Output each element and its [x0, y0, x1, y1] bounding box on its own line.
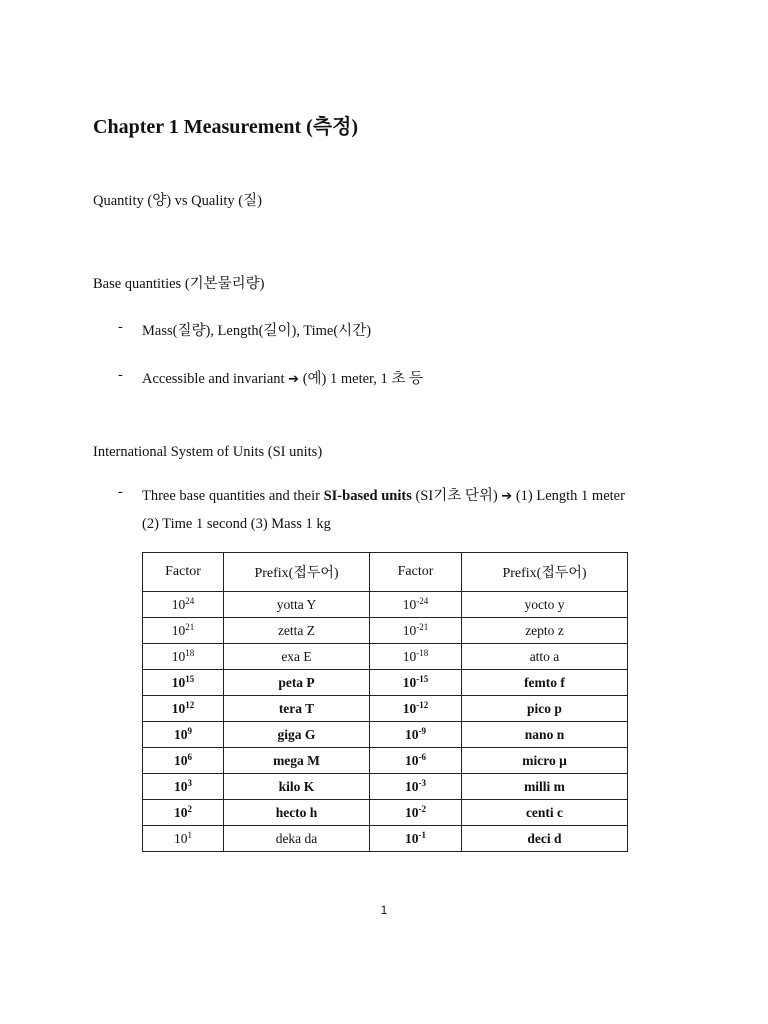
factor-base: 10	[171, 596, 186, 612]
table-header-row	[143, 553, 628, 592]
factor-cell	[143, 722, 224, 748]
factor-exponent: 6	[187, 751, 192, 762]
factor-base: 10	[171, 648, 186, 664]
table-row	[143, 826, 628, 852]
factor-exponent: 9	[187, 725, 192, 736]
factor-base: 10	[405, 830, 419, 846]
arrow-right-icon: ➔	[501, 489, 513, 504]
table-row	[143, 618, 628, 644]
table-row	[143, 670, 628, 696]
factor-exponent: 2	[187, 803, 192, 814]
factor-exponent: -9	[418, 725, 426, 736]
prefix-cell: tera T	[224, 696, 370, 722]
factor-cell	[370, 774, 462, 800]
base-quantities-list: Mass(질량), Length(길이), Time(시간)	[142, 323, 372, 339]
prefix-cell: micro μ	[462, 748, 628, 774]
factor-base: 10	[402, 700, 417, 716]
column-header-prefix: Prefix(접두어)	[462, 553, 628, 592]
factor-cell	[143, 618, 224, 644]
table-row	[143, 748, 628, 774]
table-row	[143, 774, 628, 800]
prefix-cell: nano n	[462, 722, 628, 748]
prefix-cell: yotta Y	[224, 592, 370, 618]
factor-base: 10	[402, 648, 417, 664]
prefix-cell: hecto h	[224, 800, 370, 826]
factor-base: 10	[174, 752, 188, 768]
column-header-prefix: Prefix(접두어)	[224, 553, 370, 592]
prefix-cell: deka da	[224, 826, 370, 852]
prefix-cell: exa E	[224, 644, 370, 670]
factor-base: 10	[171, 674, 186, 690]
factor-exponent: 24	[185, 595, 195, 606]
prefix-cell: atto a	[462, 644, 628, 670]
factor-base: 10	[402, 622, 417, 638]
base-quantities-heading: Base quantities (기본물리량)	[93, 276, 265, 292]
length-unit: (1) Length 1 meter	[515, 488, 625, 504]
column-header-factor: Factor	[370, 553, 462, 592]
prefix-cell: milli m	[462, 774, 628, 800]
dash-bullet-icon: -	[118, 367, 123, 383]
factor-exponent: -24	[416, 595, 429, 606]
prefix-cell: centi c	[462, 800, 628, 826]
dash-bullet-icon: -	[118, 319, 123, 335]
si-base-units-continuation: (2) Time 1 second (3) Mass 1 kg	[142, 516, 331, 532]
si-base-units-line	[142, 484, 625, 505]
table-row	[143, 644, 628, 670]
factor-exponent: 21	[185, 621, 195, 632]
factor-cell	[370, 826, 462, 852]
factor-exponent: -15	[416, 673, 429, 684]
accessible-invariant-line	[142, 367, 423, 388]
prefix-cell: pico p	[462, 696, 628, 722]
prefix-cell: mega M	[224, 748, 370, 774]
factor-base: 10	[174, 726, 188, 742]
quantity-vs-quality-line: Quantity (양) vs Quality (질)	[93, 193, 262, 209]
table-row	[143, 722, 628, 748]
si-korean-term: (SI기초 단위)	[415, 488, 498, 504]
factor-cell	[143, 696, 224, 722]
factor-exponent: 1	[187, 829, 192, 840]
factor-exponent: -6	[418, 751, 426, 762]
prefix-cell: peta P	[224, 670, 370, 696]
factor-cell	[143, 670, 224, 696]
factor-base: 10	[405, 778, 419, 794]
si-units-heading: International System of Units (SI units)	[93, 444, 323, 460]
table-row	[143, 592, 628, 618]
si-line-prefix: Three base quantities and their	[142, 488, 320, 504]
factor-base: 10	[171, 700, 186, 716]
factor-exponent: 15	[185, 673, 195, 684]
accessible-text: Accessible and invariant	[142, 371, 285, 387]
factor-base: 10	[402, 674, 417, 690]
factor-cell	[370, 800, 462, 826]
factor-base: 10	[405, 726, 419, 742]
factor-base: 10	[405, 752, 419, 768]
factor-cell	[370, 670, 462, 696]
prefix-cell: zetta Z	[224, 618, 370, 644]
factor-cell	[370, 696, 462, 722]
factor-exponent: -12	[416, 699, 429, 710]
prefix-cell: deci d	[462, 826, 628, 852]
example-text: (예) 1 meter, 1 초 등	[302, 371, 424, 387]
factor-cell	[370, 722, 462, 748]
factor-cell	[370, 592, 462, 618]
factor-exponent: -3	[418, 777, 426, 788]
factor-exponent: -18	[416, 647, 429, 658]
prefix-cell: femto f	[462, 670, 628, 696]
factor-cell	[143, 748, 224, 774]
factor-cell	[370, 748, 462, 774]
factor-exponent: -21	[416, 621, 429, 632]
factor-cell	[143, 800, 224, 826]
column-header-factor: Factor	[143, 553, 224, 592]
si-based-units-term: SI-based units	[323, 488, 412, 504]
table-row	[143, 696, 628, 722]
factor-base: 10	[174, 830, 188, 846]
factor-exponent: 18	[185, 647, 195, 658]
factor-cell	[143, 774, 224, 800]
factor-exponent: 3	[187, 777, 192, 788]
factor-exponent: -2	[418, 803, 426, 814]
page-title: Chapter 1 Measurement (측정)	[93, 116, 359, 138]
factor-cell	[370, 644, 462, 670]
prefix-cell: yocto y	[462, 592, 628, 618]
factor-cell	[143, 644, 224, 670]
factor-cell	[143, 592, 224, 618]
table-row	[143, 800, 628, 826]
arrow-right-icon: ➔	[288, 372, 300, 387]
factor-base: 10	[174, 804, 188, 820]
factor-exponent: -1	[418, 829, 426, 840]
page-number: 1	[380, 903, 388, 917]
factor-base: 10	[405, 804, 419, 820]
prefix-cell: zepto z	[462, 618, 628, 644]
factor-cell	[370, 618, 462, 644]
factor-base: 10	[171, 622, 186, 638]
factor-base: 10	[174, 778, 188, 794]
prefix-cell: kilo K	[224, 774, 370, 800]
factor-cell	[143, 826, 224, 852]
factor-base: 10	[402, 596, 417, 612]
si-prefix-table	[142, 552, 628, 852]
factor-exponent: 12	[185, 699, 195, 710]
prefix-cell: giga G	[224, 722, 370, 748]
dash-bullet-icon: -	[118, 484, 123, 500]
